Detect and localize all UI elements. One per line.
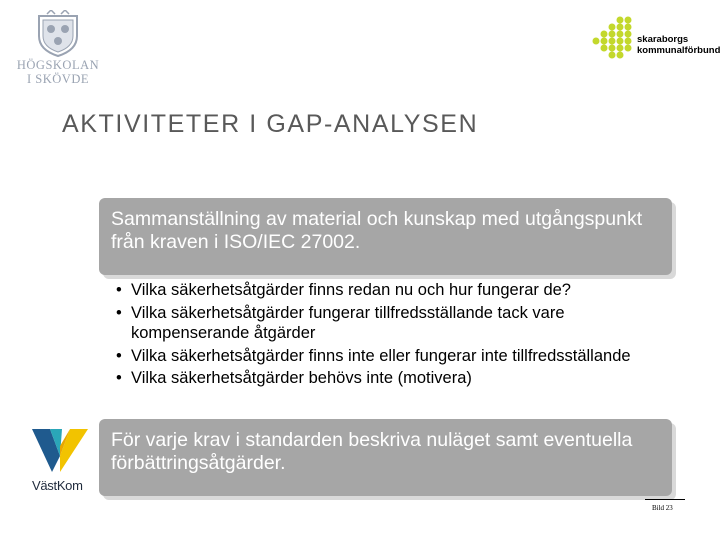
bullet-dot: • — [116, 346, 122, 365]
footer-divider — [645, 499, 685, 500]
bullet-text: Vilka säkerhetsåtgärder behövs inte (motivera) — [131, 369, 472, 387]
summary-box — [99, 198, 672, 275]
hogskolan-line2: I SKÖVDE — [27, 72, 89, 86]
list-item — [116, 303, 676, 344]
hogskolan-crest-icon — [33, 10, 83, 58]
skaraborgs-line2: kommunalförbund — [637, 45, 720, 56]
bullet-text: Vilka säkerhetsåtgärder finns inte eller fungerar inte tillfredsställande — [131, 346, 631, 365]
list-item — [116, 346, 676, 367]
page-number: Bild 23 — [652, 504, 673, 512]
summary-box-text: Sammanställning av material och kunskap med utgångspunkt från kraven i ISO/IEC 27002. — [111, 208, 643, 253]
skaraborgs-line1: skaraborgs — [637, 34, 689, 45]
skaraborgs-logo — [590, 16, 720, 66]
bullet-text: Vilka säkerhetsåtgärder finns redan nu och hur fungerar de? — [131, 281, 571, 299]
skaraborgs-dots-icon — [590, 16, 636, 62]
action-box-text: För varje krav i standarden beskriva nuläget samt eventuella förbättringsåtgärder. — [111, 429, 633, 474]
list-item — [116, 280, 676, 301]
vastkom-v-icon — [30, 426, 90, 476]
action-box — [99, 419, 672, 496]
bullet-text: Vilka säkerhetsåtgärder fungerar tillfredsställande tack vare kompenserande åtgärder — [131, 303, 565, 342]
hogskolan-logo — [16, 10, 100, 100]
bullet-dot: • — [116, 281, 122, 299]
bullet-dot: • — [116, 369, 122, 387]
bullet-list — [116, 280, 676, 391]
hogskolan-line1: HÖGSKOLAN — [16, 58, 100, 72]
vastkom-logo — [30, 426, 94, 496]
vastkom-label: VästKom — [32, 478, 83, 493]
list-item — [116, 368, 676, 389]
slide-title: AKTIVITETER I GAP-ANALYSEN — [62, 110, 479, 138]
bullet-dot: • — [116, 303, 122, 322]
